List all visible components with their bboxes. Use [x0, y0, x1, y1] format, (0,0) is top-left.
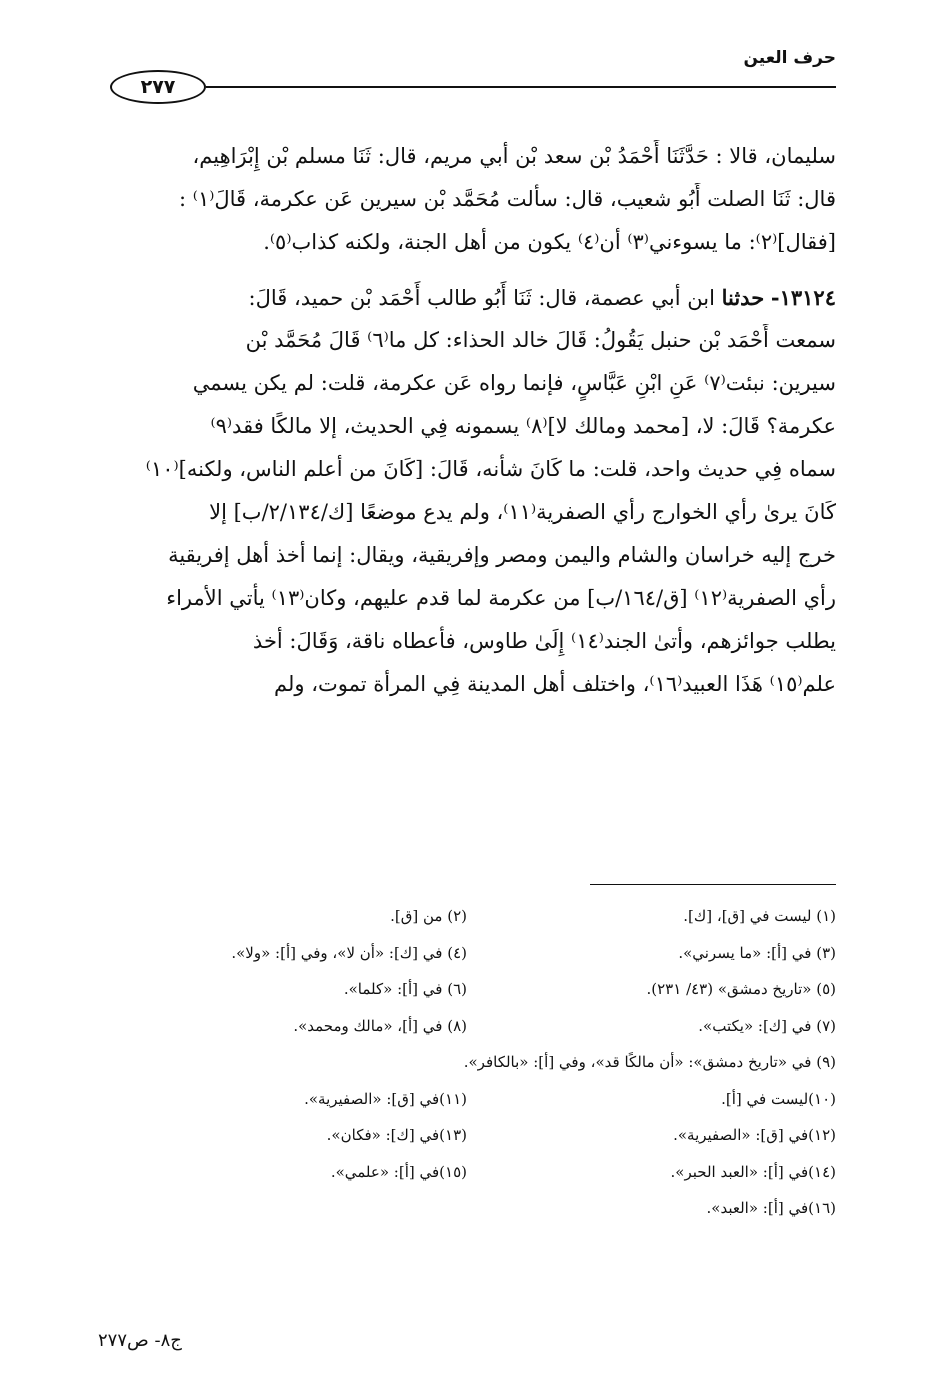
footnote-row — [98, 1044, 836, 1081]
footnote: (٧) في [ك]: «يكتب». — [698, 1016, 836, 1035]
footnote: (٤) في [ك]: «أن لا»، وفي [أ]: «ولا». — [231, 943, 467, 962]
text-line: يطلب جوائزهم، وأتىٰ الجند⁽١٤⁾ إِلَىٰ طاوس، فأعطاه ناقة، وَقَالَ: أخذ — [252, 629, 836, 653]
footnote: (٢) من [ق]. — [390, 907, 467, 926]
footnote: (١٣)في [ك]: «فكان». — [326, 1126, 467, 1145]
footnote-row — [98, 971, 836, 1008]
page-number-badge: ٢٧٧ — [110, 70, 206, 104]
text-line: سليمان، قالا : حَدَّثَنَا أَحْمَدُ بْن سعد بْن أبي مريم، قال: ثَنَا مسلم بْن إِبْرَاهِيم، — [192, 144, 836, 168]
paragraph-break — [98, 269, 836, 281]
footnote-row — [98, 935, 836, 972]
folio-reference: ج٨- ص٢٧٧ — [98, 1330, 182, 1351]
text-line: كَانَ يرىٰ رأي الخوارج رأي الصفرية⁽١١⁾، ولم يدع موضعًا [ك/٢/١٣٤/ب] إلا — [209, 500, 836, 524]
footnote: (١٥)في [أ]: «علمي». — [330, 1162, 467, 1181]
footnote-rule — [590, 884, 836, 885]
footnote: (١٠)ليست في [أ]. — [721, 1089, 836, 1108]
text-line: علم⁽١٥⁾ هَذَا العبيد⁽١٦⁾، واختلف أهل المدينة فِي المرأة تموت، ولم — [274, 672, 836, 696]
footnote-row — [98, 1154, 836, 1191]
header-rule — [206, 86, 836, 88]
footnote: (٩) في «تاريخ دمشق»: «أن مالكًا قد»، وفي [أ]: «بالكافر». — [463, 1053, 836, 1072]
running-title: حرف العين — [743, 48, 836, 68]
footnote: (١١)في [ق]: «الصفيرية». — [304, 1089, 467, 1108]
text-line: سمعت أَحْمَد بْن حنبل يَقُولُ: قَالَ خالد الحذاء: كل ما⁽٦⁾ قَالَ مُحَمَّد بْن — [245, 328, 836, 352]
footnote: (٥) «تاريخ دمشق» (٤٣/ ٢٣١). — [646, 980, 836, 999]
paragraph-heading-line — [98, 281, 836, 324]
text-line: سيرين: نبئت⁽٧⁾ عَنِ ابْنِ عَبَّاسٍ، فإنما رواه عَن عكرمة، قلت: لم يكن يسمي — [192, 371, 836, 395]
narration-keyword: حدثنا — [721, 285, 765, 310]
text-segment: ابن أبي عصمة، قال: ثَنَا أَبُو طالب أَحْمَد بْن حميد، قَالَ: — [248, 286, 715, 310]
footnote-row — [98, 1117, 836, 1154]
footnotes — [98, 898, 836, 1227]
footnote: (١٢)في [ق]: «الصفيرية». — [673, 1126, 836, 1145]
footnote: (٦) في [أ]: «كلما». — [343, 980, 467, 999]
footnote: (٣) في [أ]: «ما يسرني». — [678, 943, 836, 962]
text-line: سماه فِي حديث واحد، قلت: ما كَانَ شأنه، قَالَ: [كَانَ من أعلم الناس، ولكنه]⁽١٠⁾ — [145, 457, 836, 481]
footnote-row — [98, 1081, 836, 1118]
footnote-row — [98, 898, 836, 935]
footnote-row — [98, 1190, 836, 1227]
main-text — [98, 140, 836, 711]
footnote: (١) ليست في [ق]، [ك]. — [683, 907, 836, 926]
footnote: (١٤)في [أ]: «العبد الحبر». — [670, 1162, 836, 1181]
footnote: (٨) في [أ]، «مالك ومحمد». — [293, 1016, 467, 1035]
footnote: (١٦)في [أ]: «العبد». — [706, 1199, 836, 1218]
hadith-number: ١٣١٢٤- — [770, 285, 836, 310]
text-line: [فقال]⁽٢⁾: ما يسوءني⁽٣⁾ أن⁽٤⁾ يكون من أهل الجنة، ولكنه كذاب⁽٥⁾. — [263, 230, 836, 254]
text-line: قال: ثَنَا الصلت أَبُو شعيب، قال: سألت مُحَمَّد بْن سيرين عَن عكرمة، قَالَ⁽١⁾ : — [179, 187, 836, 211]
text-line: خرج إليه خراسان والشام واليمن ومصر وإفريقية، ويقال: إنما أخذ أهل إفريقية — [168, 543, 836, 567]
text-line: رأي الصفرية⁽١٢⁾ [ق/١٦٤/ب] من عكرمة لما قدم عليهم، وكان⁽١٣⁾ يأتي الأمراء — [166, 586, 836, 610]
text-line: عكرمة؟ قَالَ: لا، [محمد ومالك لا]⁽٨⁾ يسمونه فِي الحديث، إلا مالكًا فقد⁽٩⁾ — [210, 414, 836, 438]
footnote-row — [98, 1008, 836, 1045]
